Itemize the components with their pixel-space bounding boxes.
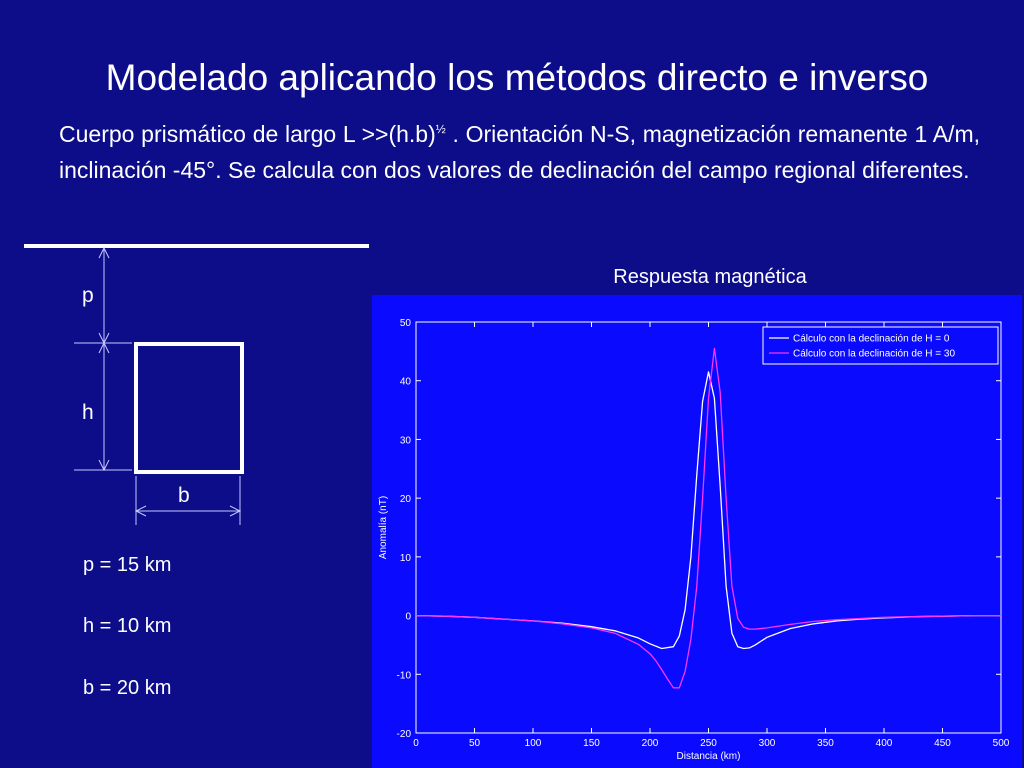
param-h: h = 10 km xyxy=(83,615,172,637)
y-tick-label: 50 xyxy=(399,318,411,329)
chart-panel xyxy=(372,295,1022,768)
y-tick-label: 30 xyxy=(399,435,411,447)
x-tick-label: 500 xyxy=(992,738,1010,749)
series-line-1 xyxy=(416,372,1001,649)
x-tick-label: 100 xyxy=(524,738,542,749)
x-tick-label: 450 xyxy=(934,738,951,749)
slide-title: Modelado aplicando los métodos directo e inverso xyxy=(105,57,929,98)
y-tick-label: -20 xyxy=(396,729,411,740)
y-tick-label: 10 xyxy=(399,552,411,564)
x-tick-label: 150 xyxy=(583,738,600,749)
chart-heading: Respuesta magnética xyxy=(613,266,807,288)
x-tick-label: 350 xyxy=(817,738,834,749)
series-line-2 xyxy=(416,348,1001,687)
param-p: p = 15 km xyxy=(83,554,172,576)
x-tick-label: 0 xyxy=(413,738,419,749)
param-b: b = 20 km xyxy=(83,677,172,699)
y-tick-label: 40 xyxy=(399,376,411,388)
label-p: p xyxy=(82,284,94,307)
y-tick-label: 0 xyxy=(405,611,411,623)
legend-label-2: Cálculo con la declinación de H = 30 xyxy=(793,348,956,360)
legend-label-1: Cálculo con la declinación de H = 0 xyxy=(793,333,950,345)
x-tick-label: 250 xyxy=(700,738,717,749)
description-text-part1: Cuerpo prismático de largo L >>(h.b) xyxy=(59,121,436,147)
description-superscript: ½ xyxy=(435,122,446,136)
x-tick-label: 200 xyxy=(641,738,659,749)
x-tick-label: 400 xyxy=(875,738,893,749)
label-b: b xyxy=(178,484,190,507)
description-text-part2: . Orientación N-S, magnetización remanente 1 A/m, inclinación -45°. Se calcula con dos valores de declinación del campo regional diferentes. xyxy=(59,121,980,183)
plot-frame xyxy=(416,322,1001,733)
dimension-lines xyxy=(0,0,380,540)
x-tick-label: 50 xyxy=(468,738,481,749)
x-axis-label: Distancia (km) xyxy=(676,751,741,762)
y-axis-label: Anomalía (nT) xyxy=(378,495,389,560)
y-tick-label: -10 xyxy=(396,670,411,682)
x-tick-label: 300 xyxy=(758,738,776,749)
y-tick-label: 20 xyxy=(399,494,411,506)
label-h: h xyxy=(82,401,94,424)
magnetic-response-chart xyxy=(372,295,1022,768)
